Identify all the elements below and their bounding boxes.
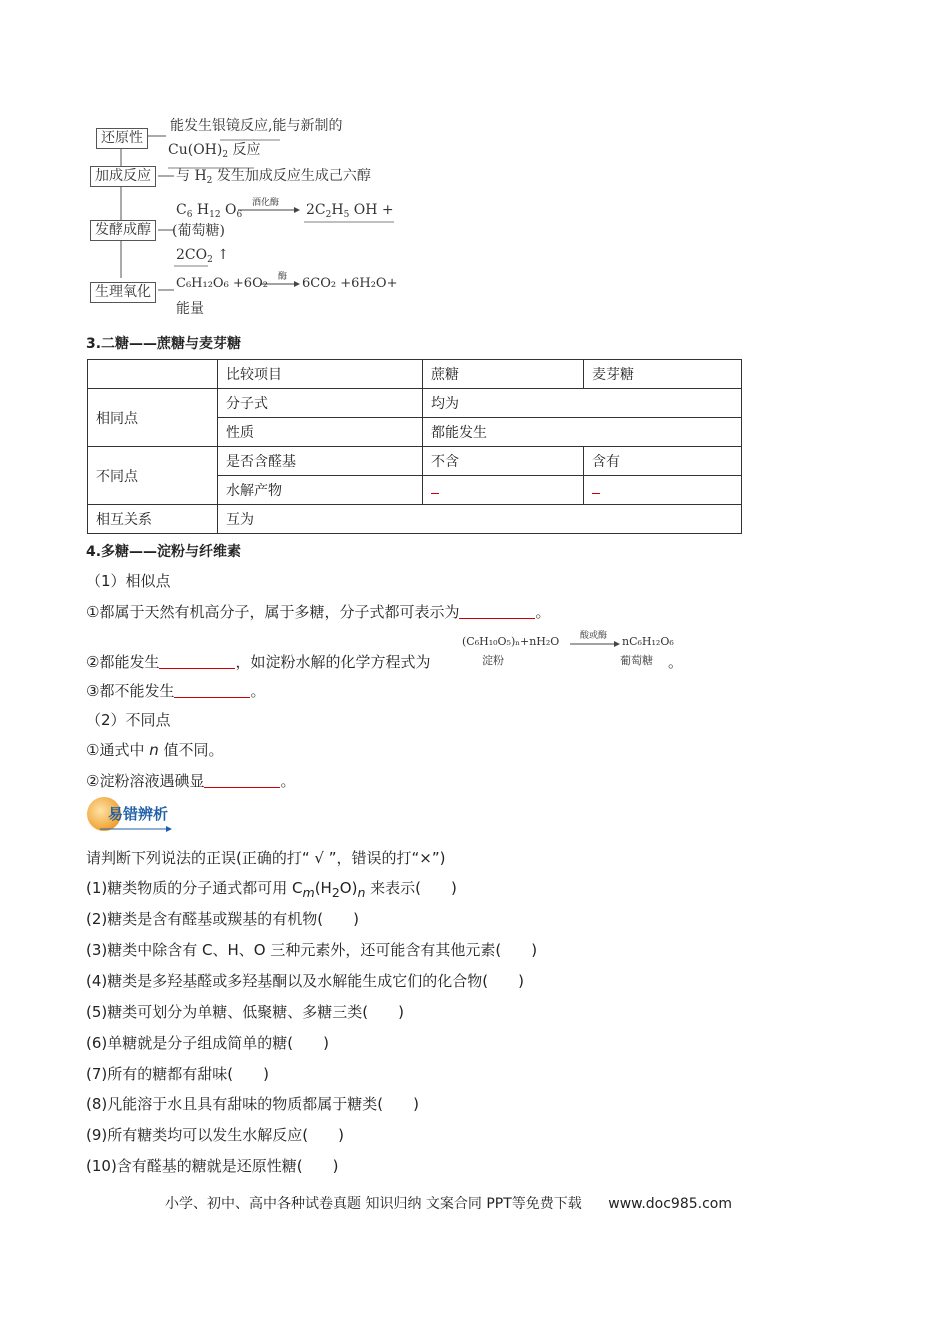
page-footer xyxy=(165,1193,732,1213)
addition-desc: 与 $H_2$ 发生加成反应生成己六醇 xyxy=(176,168,371,186)
table-cell: 不同点 xyxy=(88,447,218,505)
oxidation-product: 6CO₂ +6H₂O+ xyxy=(302,276,398,291)
starch-hydrolysis-equation: (C₆H₁₀O₅)ₙ+nH₂O 酸或酶 nC₆H₁₂O₆ 淀粉 葡萄糖 xyxy=(462,631,674,667)
fermentation-product: $2C_2H_5$ OH + xyxy=(306,202,394,220)
fermentation-formula: $C_6$ $H_{12}$ $O_6$ xyxy=(176,202,243,220)
similar-item-3: ③都不能发生 。 xyxy=(86,682,266,700)
oxidation-enzyme: 酶 xyxy=(278,272,288,282)
table-cell: 麦芽糖 xyxy=(584,360,742,389)
footer-text: 小学、初中、高中各种试卷真题 知识归纳 文案合同 PPT等免费下载 xyxy=(165,1196,582,1212)
quiz-intro: 请判断下列说法的正误(正确的打“ √ ”，错误的打“×”) xyxy=(86,849,446,867)
answer-blank[interactable] xyxy=(174,683,250,698)
fermentation-label: 发酵成醇 xyxy=(90,220,156,241)
quiz-item: (10)含有醛基的糖就是还原性糖( ) xyxy=(86,1157,339,1175)
different-heading: （2）不同点 xyxy=(86,711,171,729)
table-row xyxy=(88,505,742,534)
disaccharide-table xyxy=(87,359,742,534)
quiz-item: (5)糖类可划分为单糖、低聚糖、多糖三类( ) xyxy=(86,1003,404,1021)
table-cell: 相同点 xyxy=(88,389,218,447)
oxidation-formula: C₆H₁₂O₆ +6O₂ xyxy=(176,276,268,291)
table-row xyxy=(88,360,742,389)
table-cell: 互为 xyxy=(218,505,742,534)
quiz-item: (6)单糖就是分子组成简单的糖( ) xyxy=(86,1034,329,1052)
table-cell: 性质 xyxy=(218,418,423,447)
similar-item-2-end: 。 xyxy=(668,653,684,671)
table-cell: 水解产物 xyxy=(218,476,423,505)
quiz-item-1: (1)糖类物质的分子通式都可用 $C_m(H_2O)_n$ 来表示( ) xyxy=(86,879,457,900)
oxidation-label: 生理氧化 xyxy=(90,282,156,303)
table-cell: 均为 xyxy=(423,389,742,418)
fermentation-glucose: (葡萄糖) xyxy=(172,223,225,239)
table-cell: 都能发生 xyxy=(423,418,742,447)
quiz-item: (8)凡能溶于水且具有甜味的物质都属于糖类( ) xyxy=(86,1095,419,1113)
quiz-item: (7)所有的糖都有甜味( ) xyxy=(86,1065,269,1083)
similar-item-1: ①都属于天然有机高分子，属于多糖，分子式都可表示为 。 xyxy=(86,603,551,621)
table-cell: 是否含醛基 xyxy=(218,447,423,476)
table-cell: 蔗糖 xyxy=(423,360,584,389)
table-row xyxy=(88,389,742,418)
section4-title: 4.多糖——淀粉与纤维素 xyxy=(86,544,242,560)
table-cell: 比较项目 xyxy=(218,360,423,389)
quiz-item: (4)糖类是多羟基醛或多羟基酮以及水解能生成它们的化合物( ) xyxy=(86,972,524,990)
fermentation-enzyme: 酒化酶 xyxy=(252,198,280,208)
answer-blank[interactable] xyxy=(204,773,280,788)
table-cell xyxy=(88,360,218,389)
footer-site-link[interactable]: www.doc985.com xyxy=(608,1196,732,1212)
reducing-label: 还原性 xyxy=(96,128,148,149)
quiz-item: (3)糖类中除含有 C、H、O 三种元素外，还可能含有其他元素( ) xyxy=(86,941,538,959)
reducing-desc: 能发生银镜反应,能与新制的 xyxy=(170,118,343,134)
badge-label: 易错辨析 xyxy=(108,805,169,823)
table-row xyxy=(88,447,742,476)
different-item-1: ①通式中 n 值不同。 xyxy=(86,741,224,759)
fermentation-co2: $2CO_2$ ↑ xyxy=(176,247,230,265)
answer-blank-maltose[interactable] xyxy=(584,476,742,505)
reducing-desc-2: $Cu(OH)_2$ 反应 xyxy=(168,142,261,160)
quiz-item: (9)所有糖类均可以发生水解反应( ) xyxy=(86,1126,344,1144)
table-cell: 不含 xyxy=(423,447,584,476)
quiz-item: (2)糖类是含有醛基或羰基的有机物( ) xyxy=(86,910,359,928)
answer-blank[interactable] xyxy=(459,604,535,619)
table-cell: 分子式 xyxy=(218,389,423,418)
section3-title: 3.二糖——蔗糖与麦芽糖 xyxy=(86,336,242,352)
similar-heading: （1）相似点 xyxy=(86,572,171,590)
addition-label: 加成反应 xyxy=(90,166,156,187)
reaction-arrow xyxy=(570,641,620,647)
error-analysis-badge xyxy=(86,796,176,832)
oxidation-energy: 能量 xyxy=(176,301,204,317)
answer-blank-sucrose[interactable] xyxy=(423,476,584,505)
answer-blank[interactable] xyxy=(159,654,235,669)
different-item-2: ②淀粉溶液遇碘显 。 xyxy=(86,772,296,790)
table-cell: 相互关系 xyxy=(88,505,218,534)
similar-item-2: ②都能发生 ，如淀粉水解的化学方程式为 xyxy=(86,653,431,671)
table-cell: 含有 xyxy=(584,447,742,476)
